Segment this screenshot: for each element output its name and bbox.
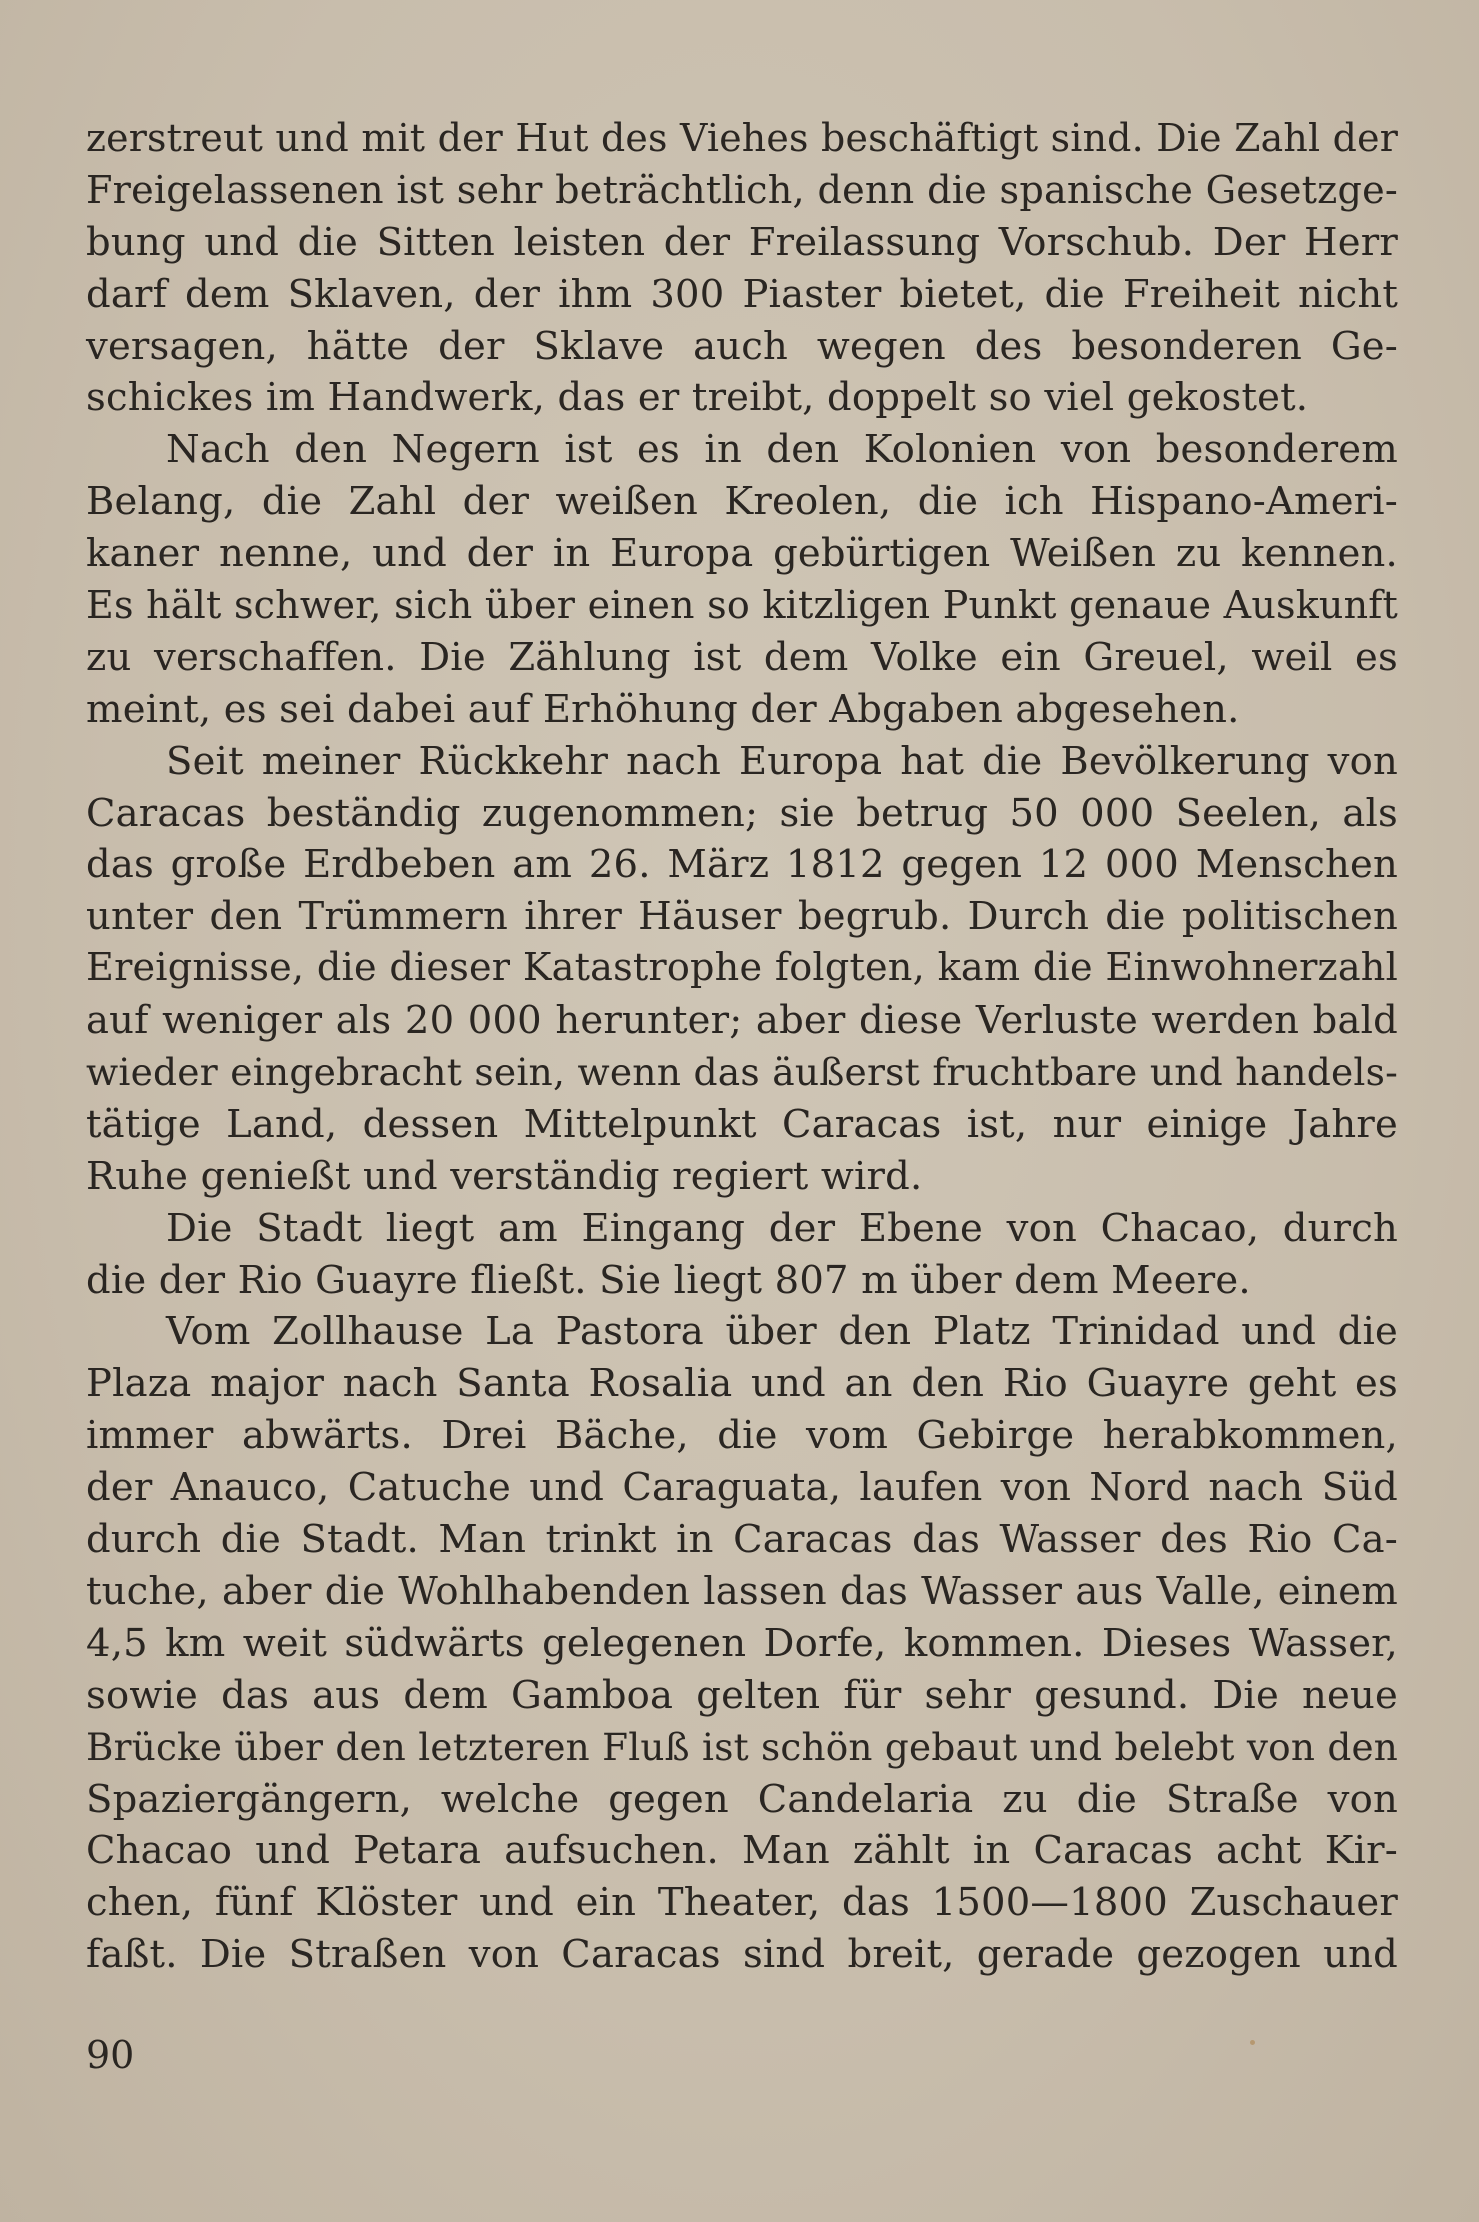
- text-line: Plaza major nach Santa Rosalia und an den Rio Guayre geht es: [86, 1361, 1398, 1407]
- text-line: wieder eingebracht sein, wenn das äußerst fruchtbare und handels-: [86, 1050, 1398, 1095]
- text-line: durch die Stadt. Man trinkt in Caracas das Wasser des Rio Ca-: [86, 1517, 1398, 1563]
- text-line: Freigelassenen ist sehr beträchtlich, denn die spanische Gesetzge-: [86, 167, 1398, 212]
- body-text: [86, 113, 1398, 1981]
- text-line: die der Rio Guayre fließt. Sie liegt 807 m über dem Meere.: [86, 1257, 1251, 1303]
- text-line: faßt. Die Straßen von Caracas sind breit, gerade gezogen und: [86, 1932, 1398, 1978]
- text-line: darf dem Sklaven, der ihm 300 Piaster bietet, die Freiheit nicht: [86, 271, 1398, 317]
- text-line: Ruhe genießt und verständig regiert wird.: [86, 1153, 923, 1199]
- text-line: tätige Land, dessen Mittelpunkt Caracas ist, nur einige Jahre: [86, 1101, 1398, 1147]
- text-line: Es hält schwer, sich über einen so kitzligen Punkt genaue Auskunft: [86, 583, 1398, 628]
- text-line: zerstreut und mit der Hut des Viehes beschäftigt sind. Die Zahl der: [86, 116, 1398, 160]
- text-line: immer abwärts. Drei Bäche, die vom Gebirge herabkommen,: [86, 1413, 1398, 1459]
- text-line: schickes im Handwerk, das er treibt, doppelt so viel gekostet.: [86, 375, 1309, 421]
- text-line: das große Erdbeben am 26. März 1812 gegen 12 000 Menschen: [86, 842, 1398, 888]
- text-line: Vom Zollhause La Pastora über den Platz Trinidad und die: [166, 1309, 1398, 1355]
- text-line: 4,5 km weit südwärts gelegenen Dorfe, kommen. Dieses Wasser,: [86, 1620, 1398, 1666]
- text-line: sowie das aus dem Gamboa gelten für sehr gesund. Die neue: [86, 1672, 1398, 1718]
- page-number: 90: [86, 2033, 135, 2077]
- text-line: zu verschaffen. Die Zählung ist dem Volke ein Greuel, weil es: [86, 634, 1398, 680]
- text-line: Ereignisse, die dieser Katastrophe folgten, kam die Einwohnerzahl: [86, 946, 1398, 991]
- text-line: chen, fünf Klöster und ein Theater, das 1500—1800 Zuschauer: [86, 1880, 1398, 1926]
- paper-speck: [1250, 2040, 1255, 2045]
- text-line: Seit meiner Rückkehr nach Europa hat die Bevölkerung von: [166, 738, 1398, 784]
- text-line: Caracas beständig zugenommen; sie betrug 50 000 Seelen, als: [86, 790, 1398, 836]
- text-line: kaner nenne, und der in Europa gebürtigen Weißen zu kennen.: [86, 531, 1398, 577]
- text-line: Die Stadt liegt am Eingang der Ebene von Chacao, durch: [166, 1205, 1398, 1251]
- text-line: bung und die Sitten leisten der Freilassung Vorschub. Der Herr: [86, 219, 1398, 265]
- text-line: Chacao und Petara aufsuchen. Man zählt in Caracas acht Kir-: [86, 1828, 1398, 1874]
- text-line: Belang, die Zahl der weißen Kreolen, die ich Hispano-Ameri-: [86, 479, 1398, 525]
- text-line: Nach den Negern ist es in den Kolonien von besonderem: [166, 427, 1398, 473]
- text-line: meint, es sei dabei auf Erhöhung der Abgaben abgesehen.: [86, 686, 1240, 732]
- text-line: Spaziergängern, welche gegen Candelaria zu die Straße von: [86, 1776, 1398, 1822]
- text-line: auf weniger als 20 000 herunter; aber diese Verluste werden bald: [86, 998, 1398, 1044]
- text-line: unter den Trümmern ihrer Häuser begrub. Durch die politischen: [86, 894, 1398, 940]
- text-line: Brücke über den letzteren Fluß ist schön gebaut und belebt von den: [86, 1724, 1398, 1769]
- text-line: der Anauco, Catuche und Caraguata, laufen von Nord nach Süd: [86, 1465, 1398, 1511]
- text-line: tuche, aber die Wohlhabenden lassen das Wasser aus Valle, einem: [86, 1568, 1398, 1614]
- text-line: versagen, hätte der Sklave auch wegen des besonderen Ge-: [86, 323, 1398, 369]
